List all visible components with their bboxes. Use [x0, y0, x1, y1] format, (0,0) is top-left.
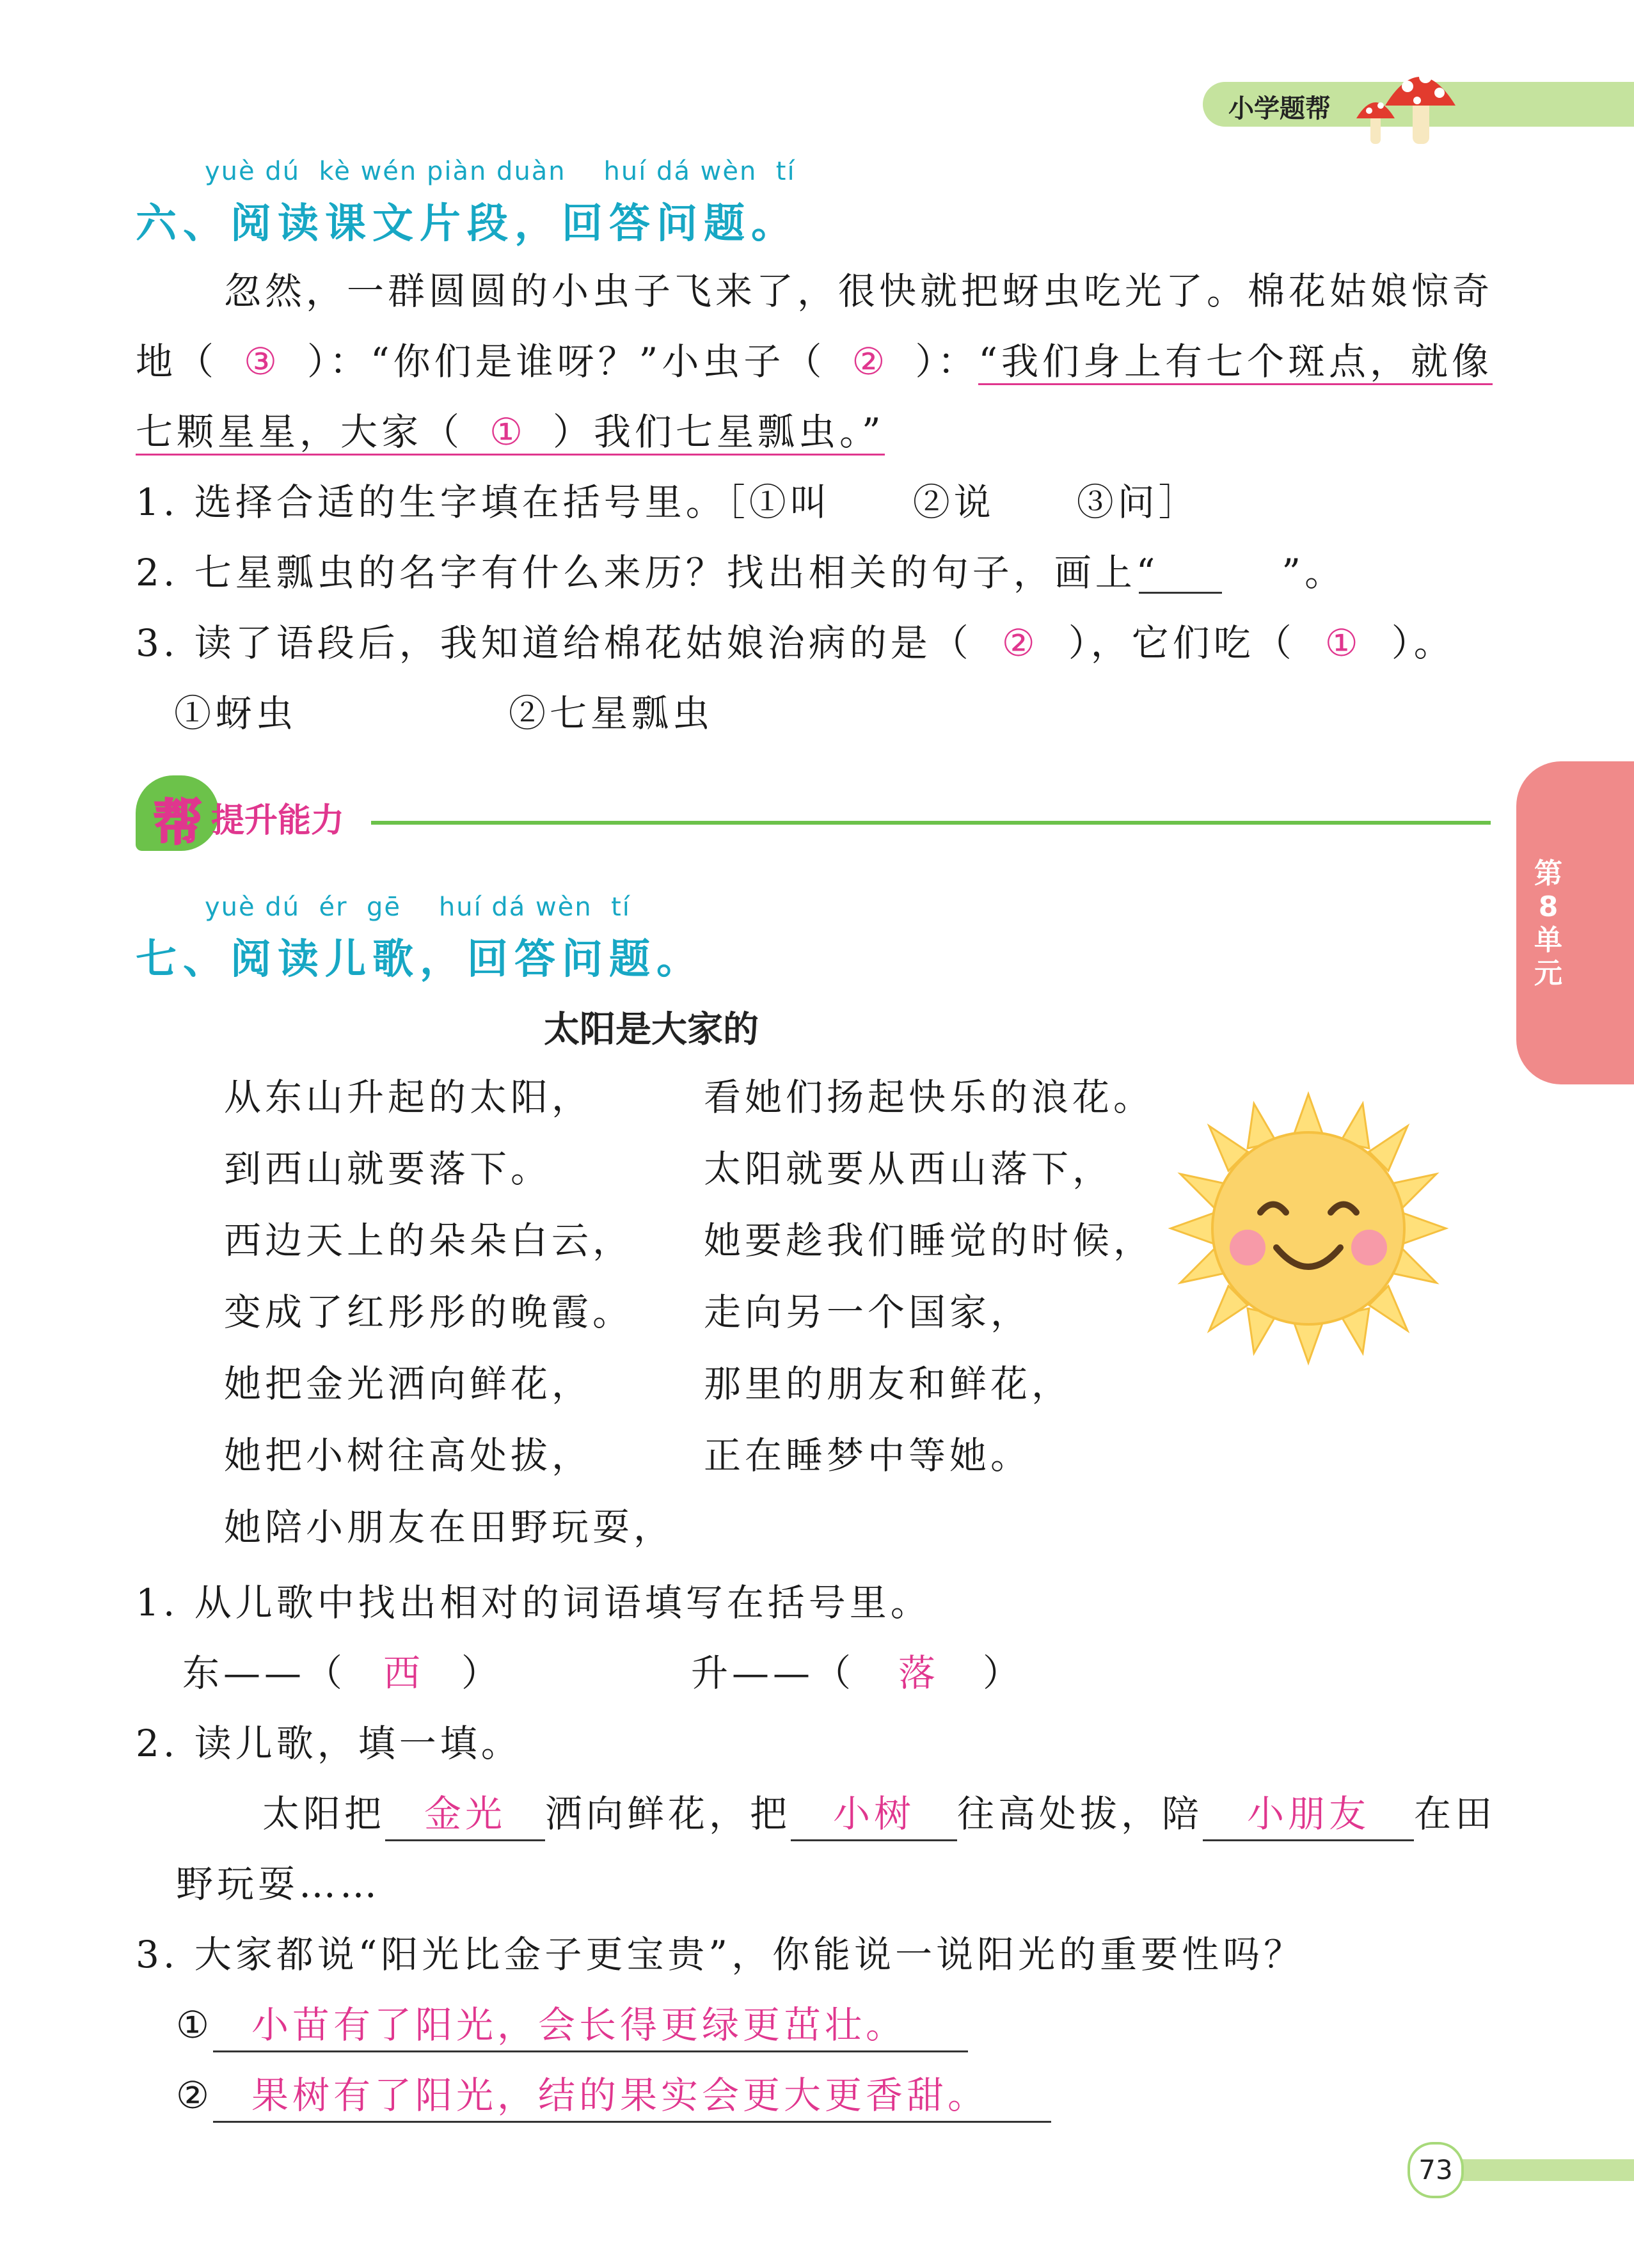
section6-title: 六、阅读课文片段，回答问题。 — [136, 200, 798, 248]
section7-q3-answer-1: ① 小苗有了阳光，会长得更绿更茁壮。 — [176, 1999, 968, 2052]
passage-line-1: 忽然，一群圆圆的小虫子飞来了，很快就把蚜虫吃光了。棉花姑娘惊奇 — [224, 269, 1494, 313]
section7-q3-answer-2: ② 果树有了阳光，结的果实会更大更香甜。 — [176, 2070, 1051, 2123]
poem-line: 太阳就要从西山落下， — [704, 1147, 1114, 1191]
passage-line-2: 地（ ③ ）：“你们是谁呀？”小虫子（ ② ）：“我们身上有七个斑点，就像 — [136, 336, 1493, 387]
poem-line: 她陪小朋友在田野玩耍， — [224, 1505, 675, 1549]
q2-blank-golden-light[interactable]: 金光 — [385, 1788, 545, 1841]
page-number: 73 — [1408, 2142, 1464, 2198]
poem-line: 到西山就要落下。 — [224, 1147, 552, 1191]
q3-answer-line-1[interactable]: 小苗有了阳光，会长得更绿更茁壮。 — [213, 1999, 968, 2052]
q2-blank-small-tree[interactable]: 小树 — [791, 1788, 957, 1841]
poem-line: 看她们扬起快乐的浪花。 — [704, 1075, 1155, 1119]
underlined-sentence-part2: 七颗星星，大家（ ① ）我们七星瓢虫。” — [136, 410, 885, 456]
sun-illustration — [1164, 1088, 1452, 1369]
banner-icon-char: 帮 — [154, 794, 202, 851]
poem-line: 她把小树往高处拔， — [224, 1434, 593, 1477]
section7-q1-pair-1: 东——（ 西 ） — [182, 1647, 502, 1699]
banner-label: 提升能力 — [211, 802, 345, 840]
poem-right-column — [704, 1072, 1154, 1502]
q3-answer-blank-2[interactable]: ① — [1324, 621, 1362, 665]
q3-answer-blank-1[interactable]: ② — [1001, 621, 1039, 665]
poem-line: 她要趁我们睡觉的时候， — [704, 1219, 1155, 1262]
q3-answer-line-2[interactable]: 果树有了阳光，结的果实会更大更香甜。 — [213, 2070, 1051, 2123]
poem-line: 走向另一个国家， — [704, 1290, 1032, 1334]
poem-line: 变成了红彤彤的晚霞。 — [224, 1290, 634, 1334]
section6-q3: 3. 读了语段后，我知道给棉花姑娘治病的是（ ② ），它们吃（ ① ）。 — [136, 617, 1455, 669]
section6-q1: 1. 选择合适的生字填在括号里。［①叫 ②说 ③问］ — [136, 480, 1200, 524]
section7-q1: 1. 从儿歌中找出相对的词语填写在括号里。 — [136, 1581, 932, 1624]
unit-tab-label: 第8单元 — [1534, 857, 1562, 990]
mushroom-icon — [1350, 54, 1465, 150]
poem-line: 她把金光洒向鲜花， — [224, 1362, 593, 1406]
underlined-sentence-part1: “我们身上有七个斑点，就像 — [978, 340, 1493, 385]
q1-answer-west[interactable]: 西 — [383, 1651, 425, 1695]
answer-blank-1[interactable]: ③ — [244, 340, 282, 383]
poem-line: 正在睡梦中等她。 — [704, 1434, 1032, 1477]
section7-q2: 2. 读儿歌，填一填。 — [136, 1722, 522, 1765]
banner-line — [371, 821, 1491, 825]
section7-q1-pair-2: 升——（ 落 ） — [691, 1647, 1024, 1699]
answer-blank-3[interactable]: ① — [489, 410, 527, 454]
section7-title: 七、阅读儿歌，回答问题。 — [136, 936, 704, 983]
section7-q2-line-1: 太阳把 金光 洒向鲜花，把 小树 往高处拔，陪 小朋友 在田 — [262, 1788, 1496, 1841]
poem-left-column — [224, 1072, 674, 1573]
poem-line: 那里的朋友和鲜花， — [704, 1362, 1073, 1406]
section7-q3: 3. 大家都说“阳光比金子更宝贵”，你能说一说阳光的重要性吗？ — [136, 1933, 1305, 1976]
section7-q2-line-2: 野玩耍…… — [176, 1862, 381, 1906]
q2-blank-line — [1139, 592, 1222, 594]
q2-blank-children[interactable]: 小朋友 — [1203, 1788, 1414, 1841]
q1-answer-fall[interactable]: 落 — [898, 1651, 940, 1695]
poem-line: 西边天上的朵朵白云， — [224, 1219, 634, 1262]
header-brand: 小学题帮 — [1228, 94, 1331, 123]
poem-line: 从东山升起的太阳， — [224, 1075, 593, 1119]
section6-pinyin: yuè dú kè wén piàn duàn huí dá wèn tí — [205, 157, 796, 186]
section7-pinyin: yuè dú ér gē huí dá wèn tí — [205, 892, 631, 922]
section6-option-2: ②七星瓢虫 — [509, 692, 714, 735]
poem-title: 太阳是大家的 — [544, 1009, 759, 1051]
section6-q2: 2. 七星瓢虫的名字有什么来历？找出相关的句子，画上“ ”。 — [136, 551, 1346, 594]
section6-option-1: ①蚜虫 — [174, 692, 297, 735]
answer-blank-2[interactable]: ② — [852, 340, 889, 383]
passage-line-3 — [136, 406, 885, 457]
